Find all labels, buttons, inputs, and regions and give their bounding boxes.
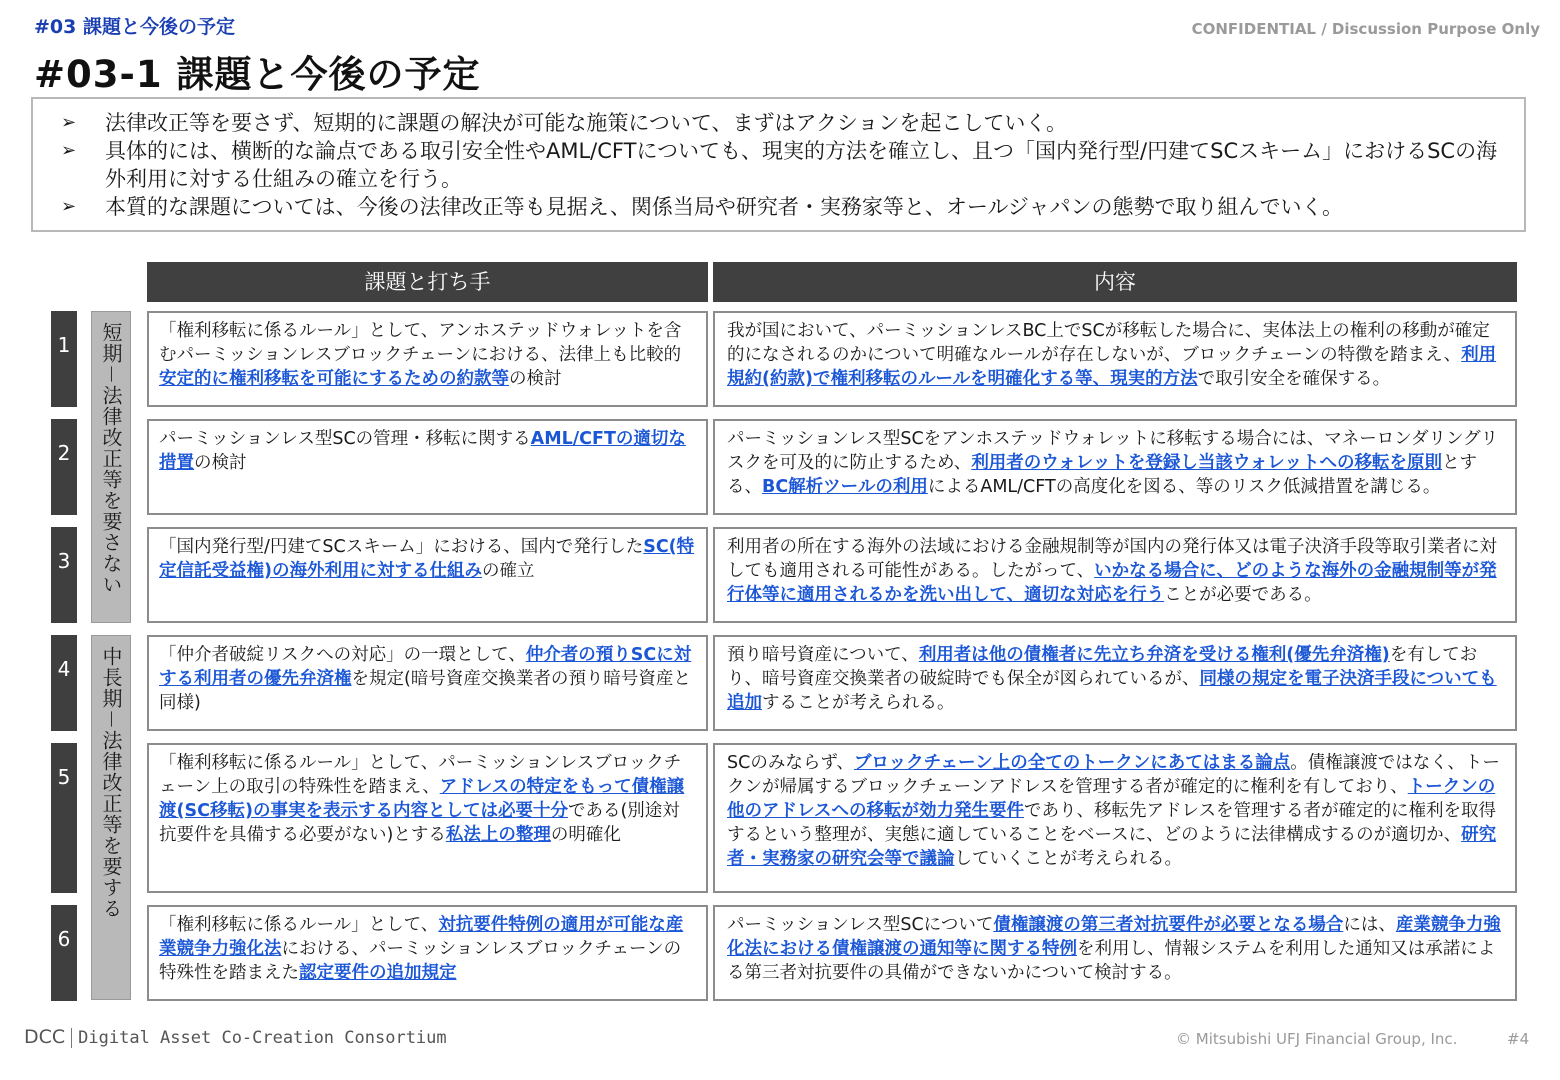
highlighted-text: 債権譲渡の第三者対抗要件が必要となる場合 (993, 915, 1344, 935)
cell-text: によるAML/CFTの高度化を図る、等のリスク低減措置を講じる。 (927, 477, 1441, 497)
summary-box (31, 97, 1526, 232)
cell-text: を規定(暗号資産交換業者の預り暗号資産と同様) (159, 669, 691, 713)
content-cell (713, 635, 1517, 731)
section-label: #03 課題と今後の予定 (34, 16, 235, 38)
cell-text: ことが必要である。 (1164, 585, 1322, 605)
highlighted-text: 認定要件の追加規定 (299, 963, 457, 983)
consortium-name: Digital Asset Co-Creation Consortium (78, 1028, 447, 1048)
column-header-issue: 課題と打ち手 (147, 262, 708, 302)
highlighted-text: 私法上の整理 (445, 825, 551, 845)
highlighted-text: 安定的に権利移転を可能にするための約款等 (159, 369, 509, 389)
cell-text: 我が国において、パーミッションレスBC上でSCが移転した場合に、実体法上の権利の移動が確定的になされるのかについて明確なルールが存在しないが、ブロックチェーンの特徴を踏まえ、 (727, 321, 1490, 365)
highlighted-text: 研究者・実務家の研究会等で議論 (727, 825, 1497, 869)
highlighted-text: ブロックチェーン上の全てのトークンにあてはまる論点 (853, 753, 1291, 773)
content-cell (713, 527, 1517, 623)
page-number: #4 (1507, 1030, 1530, 1048)
cell-text: 利用者の所在する海外の法域における金融規制等が国内の発行体又は電子決済手段等取引業者に対しても適用される可能性がある。したがって、 (727, 537, 1497, 581)
group-label-long-term: 中長期－法律改正等を要する (91, 635, 131, 1000)
bullet-arrow-icon: ➢ (61, 112, 77, 133)
highlighted-text: 利用規約(約款)で権利移転のルールを明確化する等、現実的方法 (727, 345, 1497, 389)
cell-text: 「仲介者破綻リスクへの対応」の一環として、 (159, 645, 526, 665)
highlighted-text: いかなる場合に、どのような海外の金融規制等が発行体等に適用されるかを洗い出して、適切な対応を行う (727, 561, 1497, 605)
bullet-text: 法律改正等を要さず、短期的に課題の解決が可能な施策について、まずはアクションを起こしていく。 (105, 111, 1068, 135)
page-title: #03-1 課題と今後の予定 (34, 53, 481, 96)
group-label-short-term: 短期－法律改正等を要さない (91, 311, 131, 623)
cell-text: パーミッションレス型SCの管理・移転に関する (159, 429, 531, 449)
highlighted-text: AML/CFTの適切な措置 (159, 429, 686, 473)
row-number: 5 (51, 743, 77, 893)
content-cell (713, 905, 1517, 1001)
highlighted-text: トークンの他のアドレスへの移転が効力発生要件 (727, 777, 1496, 821)
cell-text: することが考えられる。 (762, 693, 955, 713)
cell-text: 「権利移転に係るルール」として、パーミッションレスブロックチェーン上の取引の特殊性を踏まえ、 (159, 753, 682, 797)
bullet-arrow-icon: ➢ (61, 196, 77, 217)
dcc-logo: DCC (24, 1026, 66, 1048)
highlighted-text: アドレスの特定をもって債権譲渡(SC移転)の事実を表示する内容としては必要十分 (159, 777, 685, 821)
logo-divider (71, 1028, 72, 1048)
column-header-content: 内容 (713, 262, 1517, 302)
issue-cell (147, 527, 708, 623)
cell-text: 。債権譲渡ではなく、トークンが帰属するブロックチェーンアドレスを管理する者が確定的に権利を有しており、 (727, 753, 1500, 797)
bullet-arrow-icon: ➢ (61, 140, 77, 161)
highlighted-text: 産業競争力強化法における債権譲渡の通知等に関する特例 (727, 915, 1501, 959)
cell-text: には、 (1343, 915, 1396, 935)
confidential-notice: CONFIDENTIAL / Discussion Purpose Only (1191, 20, 1540, 38)
bullet-text: 本質的な課題については、今後の法律改正等も見据え、関係当局や研究者・実務家等と、オールジャパンの態勢で取り組んでいく。 (105, 195, 1344, 219)
content-cell (713, 311, 1517, 407)
cell-text: の確立 (482, 561, 535, 581)
cell-text: であり、移転先アドレスを管理する者が確定的に権利を取得するという整理が、実態に適していることをベースに、どのように法律構成するのが適切か、 (727, 801, 1496, 845)
cell-text: の明確化 (550, 825, 621, 845)
row-number: 2 (51, 419, 77, 515)
cell-text: パーミッションレス型SCをアンホステッドウォレットに移転する場合には、マネーロンダリングリスクを可及的に防止するため、 (727, 429, 1499, 473)
bullet-text: 具体的には、横断的な論点である取引安全性やAML/CFTについても、現実的方法を確立し、且つ「国内発行型/円建てSCスキーム」におけるSCの海外利用に対する仕組みの確立を行う。 (105, 139, 1498, 191)
cell-text: 預り暗号資産について、 (727, 645, 919, 665)
row-number: 6 (51, 905, 77, 1001)
cell-text: していくことが考えられる。 (954, 849, 1182, 869)
cell-text: とする、 (727, 453, 1478, 497)
cell-text: における、パーミッションレスブロックチェーンの特殊性を踏まえた (159, 939, 682, 983)
summary-bullet (47, 137, 1510, 193)
footer-logo (24, 1026, 447, 1048)
row-number: 1 (51, 311, 77, 407)
issue-cell (147, 419, 708, 515)
content-cell (713, 743, 1517, 893)
cell-text: を利用し、情報システムを利用した通知又は承諾による第三者対抗要件の具備ができないかについて検討する。 (727, 939, 1496, 983)
content-cell (713, 419, 1517, 515)
cell-text: SCのみならず、 (727, 753, 854, 773)
cell-text: の検討 (194, 453, 247, 473)
highlighted-text: 仲介者の預りSCに対する利用者の優先弁済権 (159, 645, 692, 689)
cell-text: 「国内発行型/円建てSCスキーム」における、国内で発行した (159, 537, 644, 557)
highlighted-text: SC(特定信託受益権)の海外利用に対する仕組み (159, 537, 695, 581)
highlighted-text: BC解析ツールの利用 (762, 477, 928, 497)
issue-cell (147, 635, 708, 731)
issue-cell (147, 311, 708, 407)
issue-cell (147, 743, 708, 893)
cell-text: を有しており、暗号資産交換業者の破綻時でも保全が図られているが、 (727, 645, 1478, 689)
highlighted-text: 利用者のウォレットを登録し当該ウォレットへの移転を原則 (971, 453, 1443, 473)
summary-bullet (47, 109, 1510, 137)
highlighted-text: 利用者は他の債権者に先立ち弁済を受ける権利(優先弁済権) (918, 645, 1390, 665)
cell-text: 「権利移転に係るルール」として、 (159, 915, 439, 935)
cell-text: パーミッションレス型SCについて (727, 915, 994, 935)
cell-text: である(別途対抗要件を具備する必要がない)とする (159, 801, 680, 845)
summary-bullet (47, 193, 1510, 221)
highlighted-text: 同様の規定を電子決済手段についても追加 (727, 669, 1497, 713)
cell-text: 「権利移転に係るルール」として、アンホステッドウォレットを含むパーミッションレスブロックチェーンにおける、法律上も比較的 (159, 321, 682, 365)
cell-text: の検討 (509, 369, 562, 389)
highlighted-text: 対抗要件特例の適用が可能な産業競争力強化法 (159, 915, 684, 959)
issue-cell (147, 905, 708, 1001)
row-number: 4 (51, 635, 77, 731)
copyright: © Mitsubishi UFJ Financial Group, Inc. (1176, 1030, 1458, 1048)
cell-text: で取引安全を確保する。 (1197, 369, 1391, 389)
row-number: 3 (51, 527, 77, 623)
